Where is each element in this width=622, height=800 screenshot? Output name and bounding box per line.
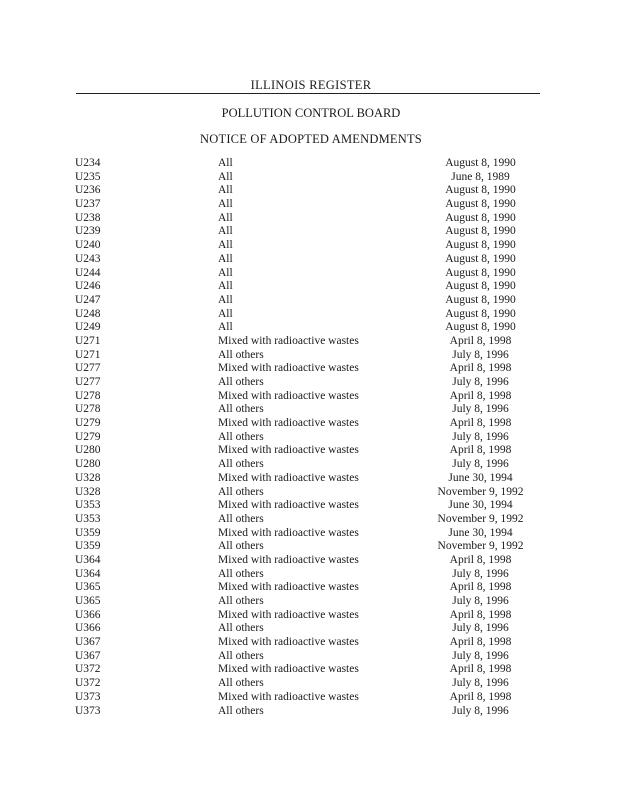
waste-description: All others <box>218 403 264 416</box>
waste-description: Mixed with radioactive wastes <box>218 636 359 649</box>
waste-code: U372 <box>75 663 101 676</box>
waste-code: U271 <box>75 334 101 347</box>
waste-description: Mixed with radioactive wastes <box>218 499 359 512</box>
waste-description: Mixed with radioactive wastes <box>218 553 359 566</box>
waste-code: U247 <box>75 293 101 306</box>
effective-date: July 8, 1996 <box>452 376 509 388</box>
waste-description: All <box>218 321 233 334</box>
waste-description: All others <box>218 649 264 662</box>
table-row <box>0 417 622 431</box>
table-row <box>0 568 622 582</box>
waste-description: All others <box>218 567 264 580</box>
waste-description: Mixed with radioactive wastes <box>218 690 359 703</box>
waste-code: U246 <box>75 280 101 293</box>
waste-description: Mixed with radioactive wastes <box>218 334 359 347</box>
effective-date: April 8, 1998 <box>449 444 512 457</box>
waste-code: U244 <box>75 266 101 279</box>
table-row <box>0 431 622 445</box>
waste-description: Mixed with radioactive wastes <box>218 444 359 457</box>
board-name: POLLUTION CONTROL BOARD <box>221 106 401 120</box>
table-row <box>0 335 622 349</box>
waste-code: U365 <box>75 581 101 594</box>
table-row <box>0 321 622 335</box>
waste-code: U240 <box>75 239 101 252</box>
effective-date: August 8, 1990 <box>445 184 516 197</box>
effective-date: August 8, 1990 <box>445 307 516 320</box>
effective-date: April 8, 1998 <box>449 334 512 347</box>
table-row <box>0 239 622 253</box>
table-row <box>0 376 622 390</box>
waste-code: U279 <box>75 417 101 430</box>
waste-description: All others <box>218 430 264 443</box>
waste-code: U237 <box>75 198 101 211</box>
waste-code: U367 <box>75 636 101 649</box>
waste-code: U239 <box>75 225 101 238</box>
waste-description: Mixed with radioactive wastes <box>218 417 359 430</box>
table-row <box>0 513 622 527</box>
header-rule <box>76 93 540 94</box>
effective-date: July 8, 1996 <box>452 677 509 690</box>
table-row <box>0 622 622 636</box>
table-row <box>0 650 622 664</box>
waste-description: All <box>218 184 233 197</box>
effective-date: April 8, 1998 <box>449 636 512 649</box>
waste-description: All others <box>218 485 264 498</box>
table-row <box>0 280 622 294</box>
table-row <box>0 499 622 513</box>
waste-description: All others <box>218 595 264 607</box>
effective-date: July 8, 1996 <box>452 704 509 717</box>
waste-description: All <box>218 280 233 293</box>
effective-date: April 8, 1998 <box>449 417 512 430</box>
effective-date: November 9, 1992 <box>437 512 524 525</box>
waste-code: U271 <box>75 348 101 361</box>
waste-description: All others <box>218 622 264 635</box>
effective-date: April 8, 1998 <box>449 690 512 703</box>
waste-code: U373 <box>75 704 101 717</box>
waste-description: All <box>218 157 233 169</box>
waste-description: All others <box>218 704 264 717</box>
effective-date: August 8, 1990 <box>445 280 516 293</box>
effective-date: June 30, 1994 <box>448 526 513 539</box>
table-row <box>0 554 622 568</box>
waste-code: U277 <box>75 376 101 388</box>
effective-date: June 30, 1994 <box>448 499 513 512</box>
waste-code: U353 <box>75 499 101 512</box>
waste-code: U364 <box>75 567 101 580</box>
effective-date: August 8, 1990 <box>445 252 516 265</box>
waste-code: U235 <box>75 170 101 183</box>
table-row <box>0 308 622 322</box>
table-row <box>0 540 622 554</box>
table-row <box>0 184 622 198</box>
effective-date: July 8, 1996 <box>452 403 509 416</box>
effective-date: April 8, 1998 <box>449 389 512 402</box>
waste-description: All others <box>218 512 264 525</box>
waste-code: U280 <box>75 444 101 457</box>
effective-date: April 8, 1998 <box>449 581 512 594</box>
table-row <box>0 527 622 541</box>
table-row <box>0 677 622 691</box>
notice-title: NOTICE OF ADOPTED AMENDMENTS <box>200 132 422 146</box>
waste-code: U328 <box>75 471 101 484</box>
waste-code: U364 <box>75 553 101 566</box>
effective-date: July 8, 1996 <box>452 622 509 635</box>
waste-code-table <box>0 157 622 718</box>
effective-date: August 8, 1990 <box>445 211 516 224</box>
waste-description: All others <box>218 458 264 471</box>
waste-description: Mixed with radioactive wastes <box>218 471 359 484</box>
effective-date: August 8, 1990 <box>445 321 516 334</box>
waste-code: U248 <box>75 307 101 320</box>
waste-description: All <box>218 211 233 224</box>
table-row <box>0 595 622 609</box>
waste-description: All <box>218 293 233 306</box>
waste-code: U277 <box>75 362 101 375</box>
table-row <box>0 486 622 500</box>
effective-date: August 8, 1990 <box>445 293 516 306</box>
waste-description: All <box>218 198 233 211</box>
waste-code: U328 <box>75 485 101 498</box>
effective-date: July 8, 1996 <box>452 430 509 443</box>
waste-description: All <box>218 266 233 279</box>
waste-description: Mixed with radioactive wastes <box>218 389 359 402</box>
waste-code: U249 <box>75 321 101 334</box>
waste-code: U280 <box>75 458 101 471</box>
waste-description: All <box>218 239 233 252</box>
table-row <box>0 157 622 171</box>
waste-code: U236 <box>75 184 101 197</box>
table-row <box>0 171 622 185</box>
table-row <box>0 403 622 417</box>
effective-date: June 8, 1989 <box>451 170 510 183</box>
table-row <box>0 705 622 719</box>
waste-code: U359 <box>75 540 101 553</box>
waste-code: U238 <box>75 211 101 224</box>
table-row <box>0 253 622 267</box>
waste-code: U373 <box>75 690 101 703</box>
waste-code: U366 <box>75 622 101 635</box>
table-row <box>0 212 622 226</box>
effective-date: April 8, 1998 <box>449 608 512 621</box>
waste-code: U353 <box>75 512 101 525</box>
waste-description: Mixed with radioactive wastes <box>218 581 359 594</box>
waste-code: U367 <box>75 649 101 662</box>
table-row <box>0 458 622 472</box>
table-row <box>0 362 622 376</box>
effective-date: August 8, 1990 <box>445 239 516 252</box>
waste-code: U359 <box>75 526 101 539</box>
waste-code: U234 <box>75 157 101 169</box>
effective-date: November 9, 1992 <box>437 540 524 553</box>
waste-code: U278 <box>75 403 101 416</box>
effective-date: April 8, 1998 <box>449 663 512 676</box>
table-row <box>0 581 622 595</box>
table-row <box>0 609 622 623</box>
register-title: ILLINOIS REGISTER <box>250 78 372 92</box>
effective-date: June 30, 1994 <box>448 471 513 484</box>
waste-code: U279 <box>75 430 101 443</box>
effective-date: July 8, 1996 <box>452 567 509 580</box>
table-row <box>0 390 622 404</box>
effective-date: April 8, 1998 <box>449 553 512 566</box>
waste-code: U372 <box>75 677 101 690</box>
waste-description: All <box>218 252 233 265</box>
table-row <box>0 349 622 363</box>
waste-description: All <box>218 170 233 183</box>
waste-description: All others <box>218 540 264 553</box>
effective-date: August 8, 1990 <box>445 157 516 169</box>
waste-code: U365 <box>75 595 101 607</box>
effective-date: July 8, 1996 <box>452 595 509 607</box>
table-row <box>0 267 622 281</box>
waste-description: All <box>218 225 233 238</box>
waste-description: All <box>218 307 233 320</box>
waste-description: Mixed with radioactive wastes <box>218 526 359 539</box>
waste-description: Mixed with radioactive wastes <box>218 663 359 676</box>
waste-description: Mixed with radioactive wastes <box>218 362 359 375</box>
effective-date: November 9, 1992 <box>437 485 524 498</box>
effective-date: August 8, 1990 <box>445 225 516 238</box>
waste-description: All others <box>218 376 264 388</box>
effective-date: July 8, 1996 <box>452 348 509 361</box>
table-row <box>0 444 622 458</box>
table-row <box>0 198 622 212</box>
effective-date: August 8, 1990 <box>445 266 516 279</box>
table-row <box>0 663 622 677</box>
effective-date: July 8, 1996 <box>452 458 509 471</box>
table-row <box>0 472 622 486</box>
table-row <box>0 225 622 239</box>
table-row <box>0 294 622 308</box>
waste-description: All others <box>218 348 264 361</box>
table-row <box>0 691 622 705</box>
waste-code: U243 <box>75 252 101 265</box>
waste-description: Mixed with radioactive wastes <box>218 608 359 621</box>
effective-date: August 8, 1990 <box>445 198 516 211</box>
waste-code: U278 <box>75 389 101 402</box>
waste-description: All others <box>218 677 264 690</box>
effective-date: April 8, 1998 <box>449 362 512 375</box>
effective-date: July 8, 1996 <box>452 649 509 662</box>
waste-code: U366 <box>75 608 101 621</box>
table-row <box>0 636 622 650</box>
